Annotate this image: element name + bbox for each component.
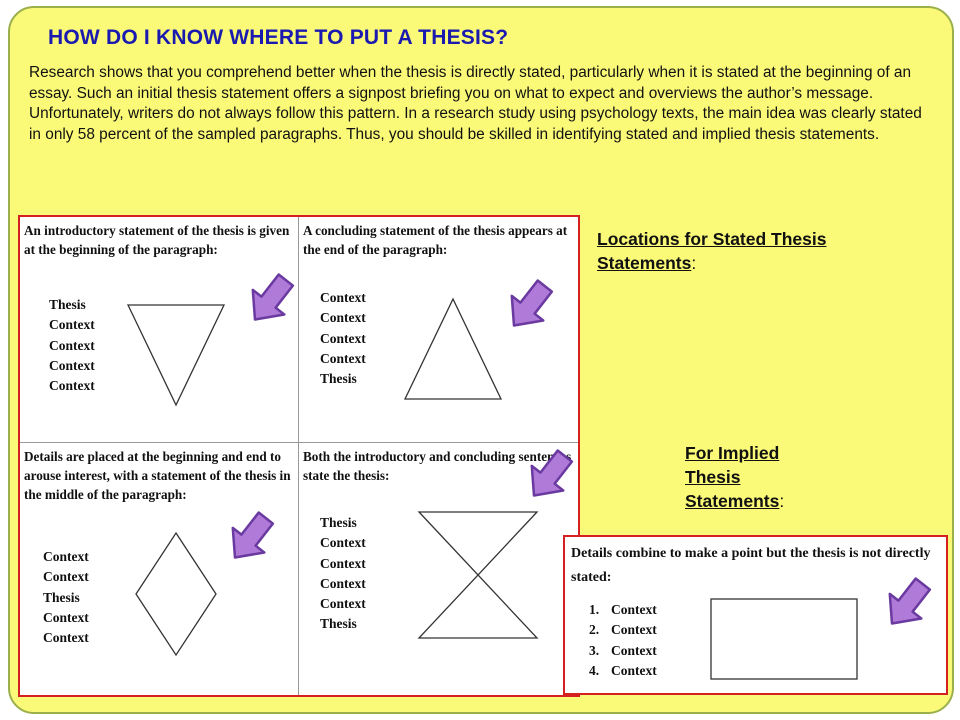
inverted-triangle-icon xyxy=(126,303,226,407)
triangle-icon xyxy=(403,297,503,401)
cell-thesis-beginning xyxy=(20,217,299,443)
arrow-icon xyxy=(877,571,937,635)
stated-thesis-grid xyxy=(18,215,580,697)
cell-heading: A concluding statement of the thesis appears at the end of the paragraph: xyxy=(303,223,568,257)
sentence-list xyxy=(320,288,366,389)
implied-heading: Details combine to make a point but the thesis is not directly stated: xyxy=(571,546,931,585)
list-item: Thesis xyxy=(43,589,80,605)
list-item: Context xyxy=(43,549,89,564)
stated-thesis-label xyxy=(597,227,837,275)
list-item: Thesis xyxy=(320,515,357,530)
hourglass-icon xyxy=(417,510,539,640)
page-title: HOW DO I KNOW WHERE TO PUT A THESIS? xyxy=(48,26,509,49)
list-item xyxy=(589,600,657,620)
arrow-icon xyxy=(240,267,300,331)
arrow-icon xyxy=(519,443,579,507)
cell-heading: An introductory statement of the thesis is given at the beginning of the paragraph: xyxy=(24,223,290,257)
sentence-list xyxy=(43,547,89,648)
list-item: Context xyxy=(320,596,366,612)
list-item: Context xyxy=(49,317,95,333)
stated-thesis-label-text: Locations for Stated Thesis Statements xyxy=(597,229,827,273)
cell-thesis-middle xyxy=(20,443,299,695)
list-item: Thesis xyxy=(49,297,86,312)
list-item-text: Context xyxy=(611,622,657,638)
arrow-icon xyxy=(499,273,559,337)
list-item: Context xyxy=(320,535,366,551)
list-item: Context xyxy=(49,378,95,394)
list-item xyxy=(589,661,657,681)
implied-sentence-list xyxy=(589,600,657,681)
list-item xyxy=(589,641,657,661)
cell-heading: Details are placed at the beginning and end to arouse interest, with a statement of the thesis in the middle of the paragraph: xyxy=(24,449,291,502)
cell-heading: Both the introductory and concluding sentences state the thesis: xyxy=(303,449,572,483)
list-item: Context xyxy=(320,350,366,366)
list-item: Context xyxy=(49,337,95,353)
list-item-number: 4. xyxy=(589,662,600,678)
sentence-list xyxy=(49,295,95,396)
list-item-number: 2. xyxy=(589,622,600,638)
implied-thesis-label-colon: : xyxy=(779,491,785,511)
list-item: Context xyxy=(320,575,366,591)
slide xyxy=(8,6,954,714)
list-item: Context xyxy=(320,310,366,326)
list-item-text: Context xyxy=(611,642,657,658)
implied-thesis-label-text: For Implied Thesis Statements xyxy=(685,443,780,511)
diamond-icon xyxy=(134,531,218,657)
list-item: Context xyxy=(43,630,89,646)
cell-thesis-both xyxy=(299,443,578,695)
list-item-number: 1. xyxy=(589,602,600,617)
rectangle-icon xyxy=(710,598,858,680)
list-item: Context xyxy=(43,569,89,585)
list-item: Context xyxy=(320,290,366,305)
list-item: Context xyxy=(320,330,366,346)
list-item-number: 3. xyxy=(589,642,600,658)
stated-thesis-label-colon: : xyxy=(691,253,697,273)
sentence-list xyxy=(320,513,366,635)
list-item: Context xyxy=(43,609,89,625)
implied-thesis-box xyxy=(563,535,948,695)
list-item: Thesis xyxy=(320,371,357,387)
list-item xyxy=(589,620,657,640)
intro-paragraph: Research shows that you comprehend better when the thesis is directly stated, particularly when it is stated at the beginning of an essay. Such an initial thesis statement offers a signpost briefing you on what to expect and overviews the author’s message. Unfortunately, writers do not always follow this pattern. In a research study using psychology texts, the main idea was clearly stated in only 58 percent of the sampled paragraphs. Thus, you should be skilled in identifying stated and implied thesis statements. xyxy=(29,64,922,143)
implied-thesis-label xyxy=(685,441,815,513)
cell-thesis-end xyxy=(299,217,578,443)
list-item: Context xyxy=(320,555,366,571)
list-item-text: Context xyxy=(611,662,657,678)
list-item: Thesis xyxy=(320,616,357,632)
list-item-text: Context xyxy=(611,602,657,617)
arrow-icon xyxy=(220,505,280,569)
list-item: Context xyxy=(49,357,95,373)
